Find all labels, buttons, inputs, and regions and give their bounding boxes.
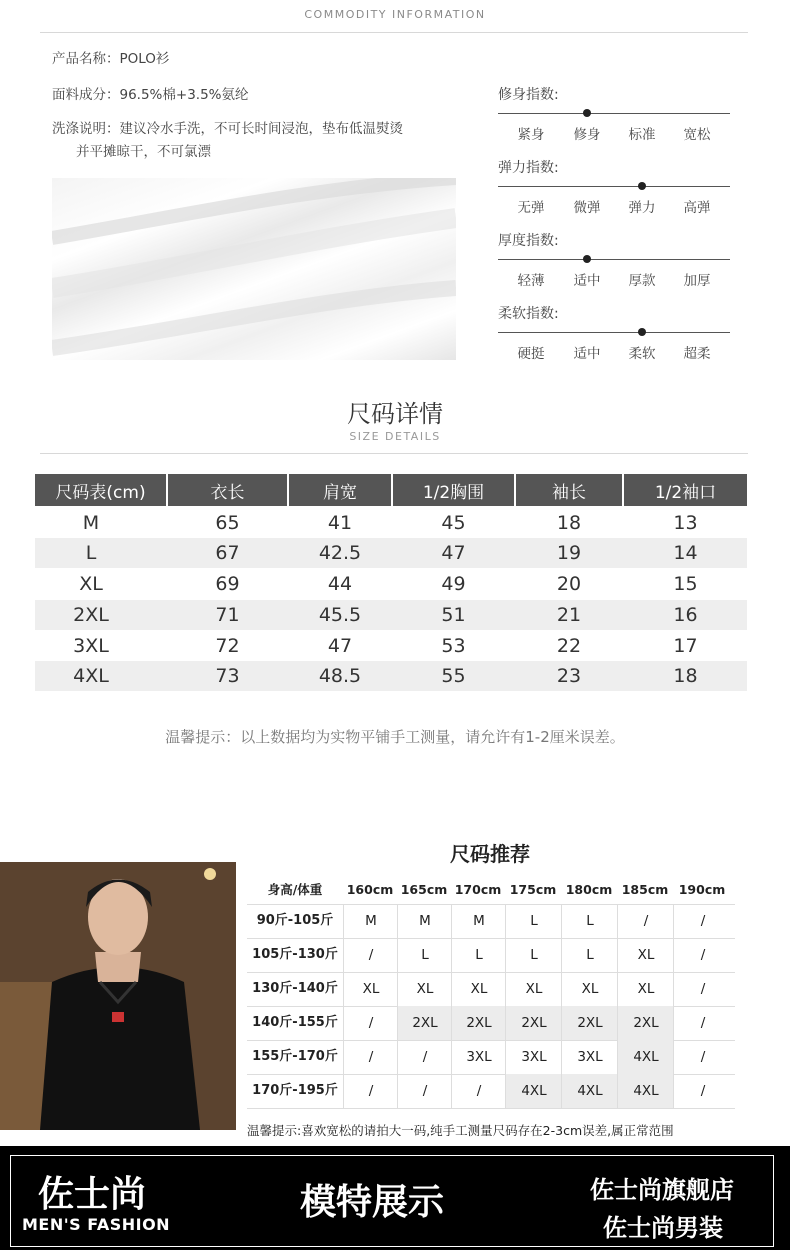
size-table-row — [35, 569, 747, 599]
size-table-cell: L — [85, 542, 97, 564]
index-title: 厚度指数: — [498, 233, 559, 249]
index-option: 加厚 — [683, 273, 711, 289]
index-scale-line — [498, 259, 730, 260]
size-table-cell: 71 — [215, 604, 240, 626]
product-name-value: POLO衫 — [119, 51, 170, 67]
size-table-cell: 19 — [556, 542, 582, 564]
size-table-cell: 47 — [441, 542, 466, 564]
index-marker — [638, 328, 646, 336]
recommend-cell: / — [673, 938, 732, 972]
index-option: 柔软 — [628, 346, 656, 362]
recommend-row-label: 105斤-130斤 — [252, 947, 338, 962]
recommend-height-header: 190cm — [678, 882, 726, 897]
size-table-cell: 44 — [327, 573, 353, 595]
footer-brand-en: MEN'S FASHION — [22, 1215, 171, 1234]
recommend-cell: / — [397, 1040, 452, 1074]
model-photo — [0, 862, 236, 1130]
recommend-cell: L — [505, 904, 562, 938]
recommend-cell: / — [673, 904, 732, 938]
recommend-cell: M — [397, 904, 452, 938]
footer-brand: 佐士尚 — [38, 1174, 147, 1215]
index-option: 微弹 — [573, 200, 601, 216]
recommend-cell: / — [343, 1074, 398, 1108]
recommend-cell: 2XL — [617, 1006, 674, 1040]
size-table-header: 肩宽 — [289, 474, 391, 506]
recommend-height-header: 180cm — [565, 882, 613, 897]
index-option: 宽松 — [683, 127, 711, 143]
size-table-cell: 45 — [441, 512, 466, 534]
size-table-cell: 18 — [673, 665, 698, 687]
index-option: 硬挺 — [517, 346, 545, 362]
footer-store-name: 佐士尚旗舰店 — [590, 1176, 734, 1204]
index-option: 高弹 — [683, 200, 711, 216]
size-table-header: 1/2胸围 — [393, 474, 514, 506]
fabric-row — [52, 84, 249, 107]
size-table-cell: 22 — [556, 635, 582, 657]
size-table-cell: 17 — [673, 635, 698, 657]
size-table-cell: 73 — [215, 665, 240, 687]
recommend-cell: / — [343, 1040, 398, 1074]
size-table-cell: 48.5 — [318, 665, 362, 687]
size-table-header: 1/2袖口 — [624, 474, 747, 506]
size-table-cell: 18 — [556, 512, 582, 534]
recommend-cell: L — [397, 938, 452, 972]
recommend-cell: 4XL — [561, 1074, 618, 1108]
index-option: 轻薄 — [517, 273, 545, 289]
recommend-grid-line — [247, 1108, 735, 1109]
footer-store-name-2: 佐士尚男装 — [603, 1214, 723, 1242]
wash-line-1: 建议冷水手洗，不可长时间浸泡，垫布低温熨烫 — [119, 121, 403, 137]
size-table-cell: 51 — [441, 604, 466, 626]
header-divider — [40, 32, 748, 33]
recommend-row-label: 90斤-105斤 — [256, 913, 334, 928]
size-table-cell: 41 — [327, 512, 353, 534]
index-option: 适中 — [573, 346, 601, 362]
recommend-cell: XL — [451, 972, 506, 1006]
wash-label: 洗涤说明： — [52, 121, 120, 137]
size-table-cell: 53 — [441, 635, 466, 657]
recommend-height-header: 160cm — [346, 882, 394, 897]
recommend-height-header: 165cm — [400, 882, 448, 897]
size-section-divider — [40, 453, 748, 454]
recommend-row-label: 170斤-195斤 — [252, 1083, 338, 1098]
size-table-cell: 3XL — [73, 635, 109, 657]
recommend-cell: / — [673, 1006, 732, 1040]
recommend-height-header: 185cm — [621, 882, 669, 897]
size-table-cell: 45.5 — [318, 604, 362, 626]
index-marker — [638, 182, 646, 190]
size-table-cell: M — [82, 512, 100, 534]
model-illustration — [0, 862, 236, 1130]
recommend-cell: XL — [343, 972, 398, 1006]
size-table-row — [35, 508, 747, 538]
recommend-cell: 3XL — [561, 1040, 618, 1074]
size-table-cell: 72 — [215, 635, 240, 657]
fabric-folds-illustration — [52, 178, 456, 360]
size-table-header: 尺码表(cm) — [35, 474, 166, 506]
index-scale-line — [498, 186, 730, 187]
index-scale-line — [498, 332, 730, 333]
recommend-corner-header: 身高/体重 — [267, 882, 323, 897]
size-table-cell: 69 — [215, 573, 240, 595]
recommend-cell: 2XL — [505, 1006, 562, 1040]
recommend-row-label: 155斤-170斤 — [252, 1049, 338, 1064]
fabric-value: 96.5%棉+3.5%氨纶 — [119, 87, 249, 103]
index-option: 紧身 — [517, 127, 545, 143]
recommend-cell: / — [673, 1040, 732, 1074]
recommend-cell: L — [561, 904, 618, 938]
size-table-row — [35, 661, 747, 691]
footer-center-title: 模特展示 — [300, 1182, 445, 1223]
size-table-row — [35, 538, 747, 568]
recommend-row-label: 140斤-155斤 — [252, 1015, 338, 1030]
index-option: 适中 — [573, 273, 601, 289]
index-option: 无弹 — [517, 200, 545, 216]
size-table-header: 袖长 — [516, 474, 622, 506]
fabric-label: 面料成分： — [52, 87, 120, 103]
recommend-height-header: 170cm — [454, 882, 502, 897]
commodity-info-subtitle: COMMODITY INFORMATION — [304, 8, 486, 21]
index-marker — [583, 109, 591, 117]
index-option: 标准 — [628, 127, 656, 143]
size-table-cell: 4XL — [73, 665, 109, 687]
size-table-cell: 67 — [215, 542, 240, 564]
index-option: 修身 — [573, 127, 601, 143]
recommend-cell: / — [617, 904, 674, 938]
recommend-cell: L — [561, 938, 618, 972]
fabric-texture-image — [52, 178, 456, 360]
size-table-cell: 65 — [215, 512, 240, 534]
size-table-cell: 13 — [673, 512, 698, 534]
recommend-cell: XL — [617, 972, 674, 1006]
recommend-cell: M — [343, 904, 398, 938]
index-title: 柔软指数: — [498, 306, 559, 322]
size-table-cell: 49 — [441, 573, 466, 595]
recommend-cell: / — [673, 1074, 732, 1108]
measurement-note: 温馨提示：以上数据均为实物平铺手工测量，请允许有1-2厘米误差。 — [165, 728, 625, 746]
size-table-cell: 16 — [673, 604, 698, 626]
size-table-cell: XL — [79, 573, 103, 595]
recommend-height-header: 175cm — [509, 882, 557, 897]
recommend-cell: L — [505, 938, 562, 972]
index-option: 厚款 — [628, 273, 656, 289]
size-table-cell: 15 — [673, 573, 698, 595]
size-table-row — [35, 631, 747, 661]
recommend-cell: XL — [397, 972, 452, 1006]
recommend-row-label: 130斤-140斤 — [252, 981, 338, 996]
recommend-cell: XL — [561, 972, 618, 1006]
recommend-cell: 3XL — [505, 1040, 562, 1074]
recommend-cell: / — [343, 938, 398, 972]
size-table-cell: 20 — [556, 573, 582, 595]
product-name-label: 产品名称： — [52, 51, 120, 67]
product-name-row — [52, 48, 169, 71]
wash-row — [52, 118, 403, 164]
recommend-cell: 2XL — [561, 1006, 618, 1040]
size-table-cell: 23 — [556, 665, 582, 687]
recommend-cell: / — [397, 1074, 452, 1108]
recommend-cell: 4XL — [617, 1040, 674, 1074]
size-recommend-title: 尺码推荐 — [450, 842, 530, 866]
size-details-subtitle: SIZE DETAILS — [349, 430, 441, 443]
recommend-cell: / — [343, 1006, 398, 1040]
recommend-cell: XL — [505, 972, 562, 1006]
index-option: 超柔 — [683, 346, 711, 362]
size-details-title: 尺码详情 — [347, 400, 443, 428]
size-table-cell: 2XL — [73, 604, 109, 626]
recommend-cell: 2XL — [451, 1006, 506, 1040]
recommend-cell: 4XL — [505, 1074, 562, 1108]
recommend-cell: L — [451, 938, 506, 972]
size-table-header: 衣长 — [168, 474, 287, 506]
size-table-cell: 47 — [327, 635, 353, 657]
size-table-cell: 42.5 — [318, 542, 362, 564]
recommend-cell: 4XL — [617, 1074, 674, 1108]
wash-line-2: 并平摊晾干，不可氯漂 — [76, 144, 211, 160]
recommend-note: 温馨提示:喜欢宽松的请拍大一码,纯手工测量尺码存在2-3cm误差,属正常范围 — [247, 1123, 674, 1138]
size-table-cell: 21 — [556, 604, 582, 626]
recommend-cell: / — [451, 1074, 506, 1108]
index-title: 修身指数: — [498, 87, 559, 103]
size-table-row — [35, 600, 747, 630]
index-option: 弹力 — [628, 200, 656, 216]
index-title: 弹力指数: — [498, 160, 559, 176]
index-scale-line — [498, 113, 730, 114]
recommend-cell: 2XL — [397, 1006, 452, 1040]
recommend-cell: M — [451, 904, 506, 938]
size-table-cell: 14 — [673, 542, 698, 564]
recommend-cell: / — [673, 972, 732, 1006]
recommend-cell: XL — [617, 938, 674, 972]
size-table-cell: 55 — [441, 665, 466, 687]
recommend-cell: 3XL — [451, 1040, 506, 1074]
index-marker — [583, 255, 591, 263]
